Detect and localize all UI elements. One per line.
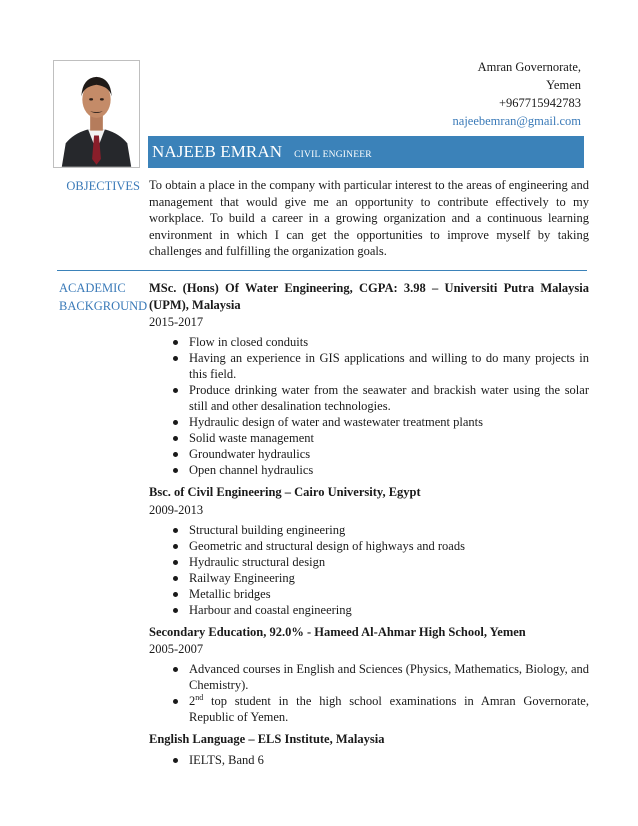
academic-content	[149, 280, 589, 774]
candidate-title: CIVIL ENGINEER	[294, 150, 372, 160]
rank-text: top student in the high school examinations in Amran Governorate, Republic of Yemen.	[189, 694, 589, 724]
list-item: Hydraulic structural design	[149, 554, 589, 570]
email-link[interactable]: najeebemran@gmail.com	[452, 114, 581, 128]
degree-entry	[149, 280, 589, 478]
profile-photo	[53, 60, 140, 168]
objectives-text: To obtain a place in the company with particular interest to the areas of engineering and management that would give me an opportunity to contribute effectively to my workplace. To build a career in a growing organization and a continuous learning environment in which I can get the opportunities to improve myself by taking challenges and fulfilling the organization goals.	[149, 178, 589, 258]
rank-suffix: nd	[195, 692, 204, 702]
list-item: Groundwater hydraulics	[149, 446, 589, 462]
course-list	[149, 752, 589, 768]
list-item	[149, 693, 589, 725]
academic-label	[59, 279, 148, 315]
list-item: Structural building engineering	[149, 522, 589, 538]
list-item: Solid waste management	[149, 430, 589, 446]
candidate-name: NAJEEB EMRAN	[152, 142, 283, 161]
list-item: Open channel hydraulics	[149, 462, 589, 478]
address-line-1: Amran Governorate,	[477, 60, 581, 74]
objectives-label: OBJECTIVES	[66, 179, 140, 193]
name-banner	[148, 136, 584, 168]
address-line-2: Yemen	[546, 78, 581, 92]
degree-years: 2015-2017	[149, 315, 204, 329]
degree-title: Bsc. of Civil Engineering – Cairo University, Egypt	[149, 485, 421, 499]
academic-label-line-2: BACKGROUND	[59, 299, 148, 313]
contact-block	[453, 58, 581, 130]
person-portrait-image	[54, 61, 139, 167]
degree-title: English Language – ELS Institute, Malaysia	[149, 732, 385, 746]
degree-entry	[149, 624, 589, 726]
list-item: Advanced courses in English and Sciences (Physics, Mathematics, Biology, and Chemistry).	[149, 661, 589, 693]
list-item: Produce drinking water from the seawater and brackish water using the solar still and other desalination technologies.	[149, 382, 589, 414]
course-list	[149, 661, 589, 725]
list-item: Having an experience in GIS applications and willing to do many projects in this field.	[149, 350, 589, 382]
degree-years: 2005-2007	[149, 642, 204, 656]
phone-number: +967715942783	[498, 96, 581, 110]
list-item: Hydraulic design of water and wastewater treatment plants	[149, 414, 589, 430]
course-list	[149, 522, 589, 618]
degree-entry	[149, 484, 589, 618]
degree-entry	[149, 731, 589, 768]
degree-years: 2009-2013	[149, 502, 204, 517]
list-item: Harbour and coastal engineering	[149, 602, 589, 618]
list-item: Metallic bridges	[149, 586, 589, 602]
academic-label-line-1: ACADEMIC	[59, 281, 126, 295]
list-item: Flow in closed conduits	[149, 334, 589, 350]
list-item: IELTS, Band 6	[149, 752, 589, 768]
degree-title: MSc. (Hons) Of Water Engineering, CGPA: 3.98 – Universiti Putra Malaysia (UPM), Malaysia	[149, 281, 589, 312]
rank-number: 2	[189, 694, 196, 708]
list-item: Geometric and structural design of highways and roads	[149, 538, 589, 554]
list-item: Railway Engineering	[149, 570, 589, 586]
section-divider	[57, 270, 587, 271]
course-list	[149, 334, 589, 478]
degree-title: Secondary Education, 92.0% - Hameed Al-Ahmar High School, Yemen	[149, 624, 526, 639]
